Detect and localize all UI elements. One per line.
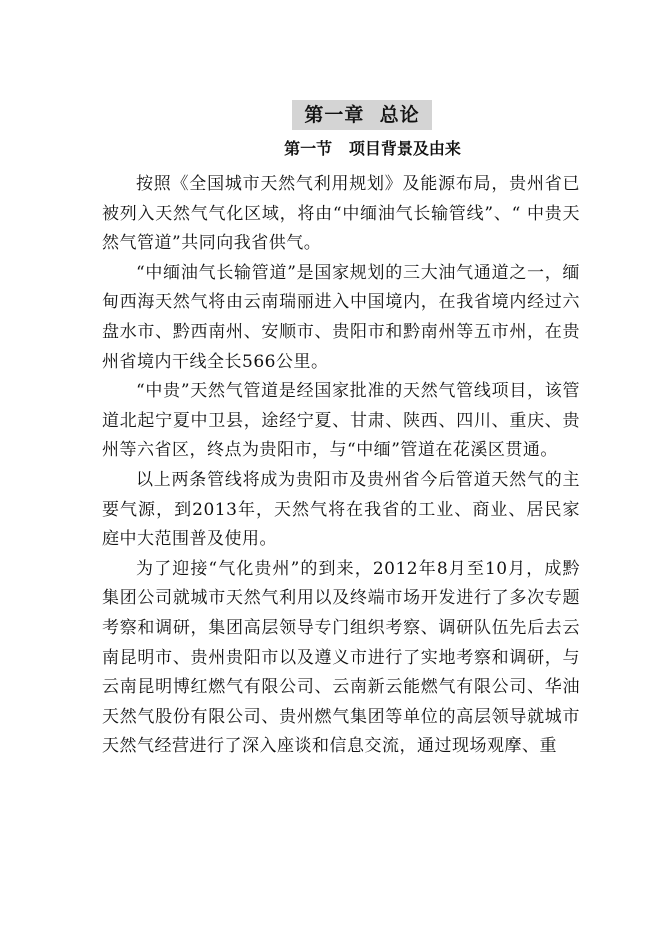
section-title: 第一节 项目背景及由来 <box>284 139 461 158</box>
paragraph-investigation: 为了迎接“气化贵州”的到来，2012年8月至10月，成黔集团公司就城市天然气利用以及终端市场开发进行了多次专题考察和调研，集团高层领导专门组织考察、调研队伍先后去云南昆明市、贵州贵阳市以及遵义市进行了实地考察和调研，与云南昆明博红燃气有限公司、云南新云能燃气有限公司、华油天然气股份有限公司、贵州燃气集团等单位的高层领导就城市天然气经营进行了深入座谈和信息交流，通过现场观摩、重 <box>102 558 580 757</box>
chapter-title: 第一章 总论 <box>292 100 432 130</box>
paragraph-main-gas-source: 以上两条管线将成为贵阳市及贵州省今后管道天然气的主要气源，到2013年，天然气将在我省的工业、商业、居民家庭中大范围普及使用。 <box>102 469 580 550</box>
body-text <box>102 170 580 762</box>
paragraph-zhonggui-pipeline: “中贵”天然气管道是经国家批准的天然气管线项目，该管道北起宁夏中卫县，途经宁夏、甘肃、陕西、四川、重庆、贵州等六省区，终点为贵阳市，与“中缅”管道在花溪区贯通。 <box>102 381 580 461</box>
paragraph-gas-supply-plan: 按照《全国城市天然气利用规划》及能源布局，贵州省已被列入天然气气化区域，将由“中缅油气长输管线”、“ 中贵天然气管道”共同向我省供气。 <box>102 174 580 254</box>
paragraph-china-myanmar-pipeline: “中缅油气长输管道”是国家规划的三大油气通道之一，缅甸西海天然气将由云南瑞丽进入中国境内，在我省境内经过六盘水市、黔西南州、安顺市、贵阳市和黔南州等五市州，在贵州省境内干线全长566公里。 <box>102 262 580 372</box>
